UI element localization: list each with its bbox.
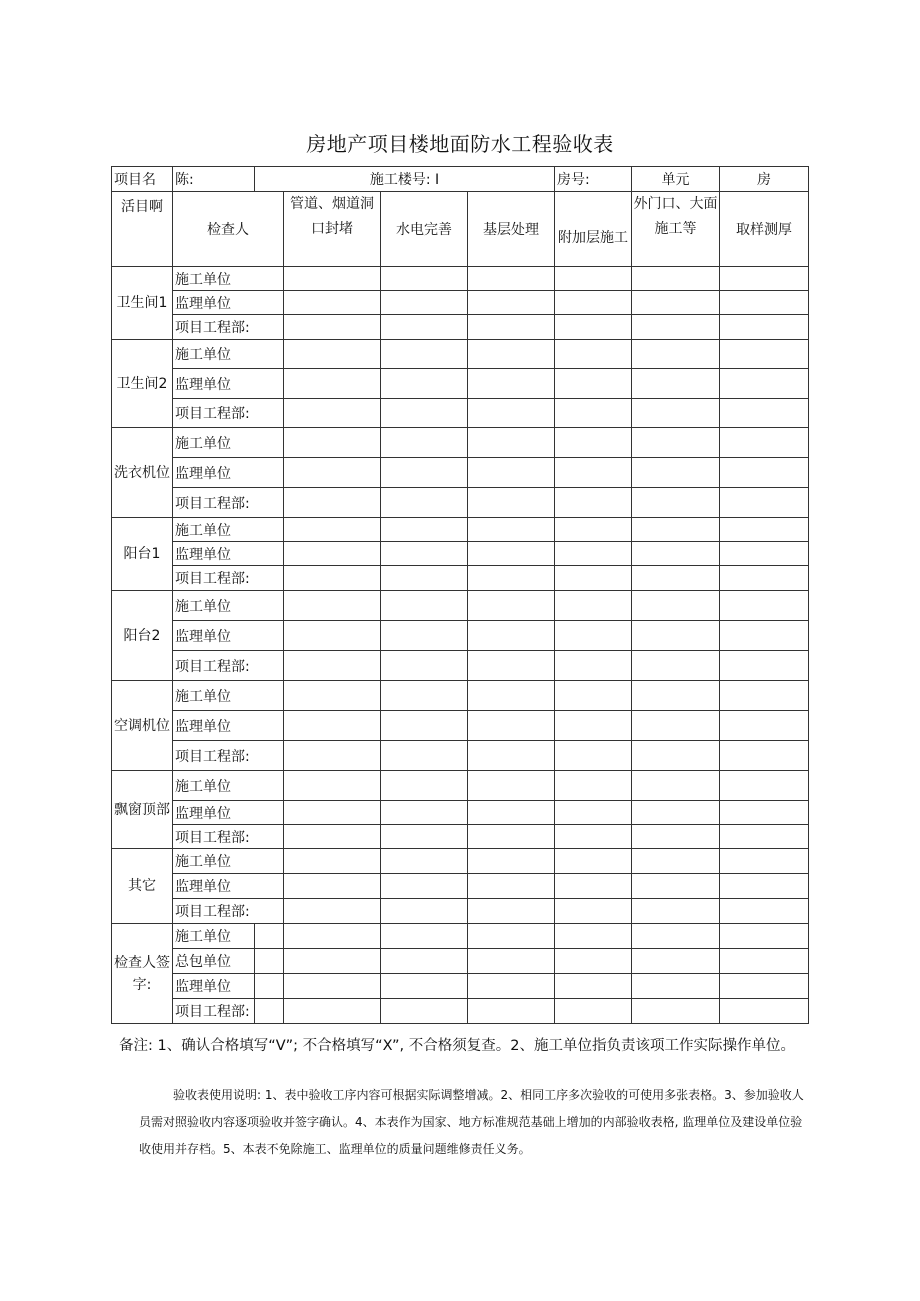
check-cell[interactable]	[468, 369, 555, 399]
signature-blank-cell[interactable]	[468, 924, 555, 949]
column-thickness: 取样测厚	[720, 192, 809, 267]
signature-blank-cell[interactable]	[555, 999, 632, 1024]
area-label: 卫生间2	[112, 340, 173, 428]
check-cell[interactable]	[632, 566, 720, 591]
check-cell[interactable]	[632, 621, 720, 651]
check-cell[interactable]	[284, 340, 381, 369]
check-cell[interactable]	[381, 518, 468, 542]
area-label: 其它	[112, 849, 173, 924]
check-cell[interactable]	[381, 315, 468, 340]
check-cell[interactable]	[632, 267, 720, 291]
check-cell[interactable]	[555, 741, 632, 771]
role-label: 施工单位	[173, 849, 284, 874]
check-cell[interactable]	[632, 825, 720, 849]
role-label: 项目工程部:	[173, 899, 284, 924]
check-cell[interactable]	[284, 566, 381, 591]
check-cell[interactable]	[555, 399, 632, 428]
check-cell[interactable]	[555, 591, 632, 621]
table-row	[112, 428, 809, 458]
table-row	[112, 458, 809, 488]
check-cell[interactable]	[468, 899, 555, 924]
room-suffix: 房	[720, 167, 809, 192]
notes: 备注: 1、确认合格填写“V”; 不合格填写“X”, 不合格须复查。2、施工单位指负责该项工作实际操作单位。	[119, 1038, 795, 1054]
signature-role: 总包单位	[173, 949, 255, 974]
check-cell[interactable]	[284, 399, 381, 428]
signature-blank-cell[interactable]	[555, 924, 632, 949]
check-cell[interactable]	[555, 899, 632, 924]
page-title: 房地产项目楼地面防水工程验收表	[306, 132, 614, 156]
signature-blank-cell[interactable]	[284, 999, 381, 1024]
table-row	[112, 488, 809, 518]
table-row	[112, 315, 809, 340]
signature-blank-cell[interactable]	[468, 974, 555, 999]
check-cell[interactable]	[284, 542, 381, 566]
check-cell[interactable]	[720, 458, 809, 488]
signature-blank-cell[interactable]	[284, 949, 381, 974]
check-cell[interactable]	[468, 591, 555, 621]
check-cell[interactable]	[555, 621, 632, 651]
check-cell[interactable]	[632, 340, 720, 369]
check-cell[interactable]	[632, 369, 720, 399]
role-label: 施工单位	[173, 267, 284, 291]
check-cell[interactable]	[720, 651, 809, 681]
check-cell[interactable]	[381, 681, 468, 711]
check-cell[interactable]	[468, 711, 555, 741]
role-label: 项目工程部:	[173, 488, 284, 518]
check-cell[interactable]	[468, 849, 555, 874]
signature-blank-cell[interactable]	[381, 924, 468, 949]
role-label: 项目工程部:	[173, 741, 284, 771]
signature-blank-cell[interactable]	[555, 974, 632, 999]
check-cell[interactable]	[555, 825, 632, 849]
check-cell[interactable]	[632, 542, 720, 566]
check-cell[interactable]	[468, 291, 555, 315]
column-door-area: 外门口、大面施工等	[632, 192, 720, 267]
role-label: 监理单位	[173, 711, 284, 741]
check-cell[interactable]	[381, 458, 468, 488]
check-cell[interactable]	[632, 488, 720, 518]
check-cell[interactable]	[284, 771, 381, 801]
table-row	[112, 340, 809, 369]
check-cell[interactable]	[468, 801, 555, 825]
check-cell[interactable]	[381, 651, 468, 681]
check-cell[interactable]	[468, 340, 555, 369]
signature-role: 项目工程部:	[173, 999, 255, 1024]
role-label: 施工单位	[173, 340, 284, 369]
check-cell[interactable]	[468, 566, 555, 591]
check-cell[interactable]	[555, 801, 632, 825]
check-cell[interactable]	[720, 874, 809, 899]
check-cell[interactable]	[720, 488, 809, 518]
check-cell[interactable]	[284, 681, 381, 711]
check-cell[interactable]	[555, 428, 632, 458]
check-cell[interactable]	[284, 621, 381, 651]
check-cell[interactable]	[468, 874, 555, 899]
check-cell[interactable]	[632, 711, 720, 741]
room-label: 房号:	[555, 167, 632, 192]
table-row	[112, 801, 809, 825]
signature-blank-cell[interactable]	[632, 949, 720, 974]
role-label: 监理单位	[173, 369, 284, 399]
check-cell[interactable]	[381, 399, 468, 428]
check-cell[interactable]	[632, 849, 720, 874]
check-cell[interactable]	[468, 428, 555, 458]
check-cell[interactable]	[555, 849, 632, 874]
signature-cell[interactable]	[255, 924, 284, 949]
check-cell[interactable]	[720, 681, 809, 711]
check-cell[interactable]	[632, 874, 720, 899]
check-cell[interactable]	[284, 518, 381, 542]
role-label: 监理单位	[173, 542, 284, 566]
signature-blank-cell[interactable]	[720, 949, 809, 974]
signature-cell[interactable]	[255, 949, 284, 974]
check-cell[interactable]	[468, 458, 555, 488]
check-cell[interactable]	[468, 399, 555, 428]
check-cell[interactable]	[284, 801, 381, 825]
role-label: 监理单位	[173, 874, 284, 899]
check-cell[interactable]	[555, 711, 632, 741]
signature-blank-cell[interactable]	[284, 974, 381, 999]
check-cell[interactable]	[468, 542, 555, 566]
table-row	[112, 518, 809, 542]
table-row	[112, 771, 809, 801]
check-cell[interactable]	[468, 315, 555, 340]
check-cell[interactable]	[381, 340, 468, 369]
check-cell[interactable]	[720, 315, 809, 340]
check-cell[interactable]	[555, 566, 632, 591]
column-extra-layer: 附加层施工	[555, 192, 632, 267]
table-row	[112, 681, 809, 711]
unit-label: 单元	[632, 167, 720, 192]
table-row	[112, 621, 809, 651]
usage-instructions	[139, 1082, 807, 1163]
check-cell[interactable]	[468, 267, 555, 291]
acceptance-table	[111, 166, 809, 1024]
check-cell[interactable]	[720, 291, 809, 315]
check-cell[interactable]	[720, 340, 809, 369]
check-cell[interactable]	[284, 591, 381, 621]
check-cell[interactable]	[284, 899, 381, 924]
check-cell[interactable]	[468, 488, 555, 518]
check-cell[interactable]	[720, 711, 809, 741]
check-cell[interactable]	[632, 899, 720, 924]
check-cell[interactable]	[632, 458, 720, 488]
check-cell[interactable]	[381, 899, 468, 924]
table-row	[112, 651, 809, 681]
role-label: 项目工程部:	[173, 825, 284, 849]
check-cell[interactable]	[555, 267, 632, 291]
signature-blank-cell[interactable]	[632, 974, 720, 999]
role-label: 监理单位	[173, 291, 284, 315]
check-cell[interactable]	[381, 428, 468, 458]
check-cell[interactable]	[555, 651, 632, 681]
check-cell[interactable]	[632, 591, 720, 621]
check-cell[interactable]	[555, 458, 632, 488]
check-cell[interactable]	[720, 369, 809, 399]
signature-blank-cell[interactable]	[555, 949, 632, 974]
column-item: 活目啊	[112, 192, 173, 267]
check-cell[interactable]	[284, 741, 381, 771]
signature-blank-cell[interactable]	[720, 924, 809, 949]
table-row	[112, 566, 809, 591]
signature-role: 监理单位	[173, 974, 255, 999]
role-label: 施工单位	[173, 591, 284, 621]
check-cell[interactable]	[632, 291, 720, 315]
check-cell[interactable]	[720, 899, 809, 924]
check-cell[interactable]	[381, 369, 468, 399]
table-row	[112, 369, 809, 399]
check-cell[interactable]	[555, 369, 632, 399]
area-label: 阳台1	[112, 518, 173, 591]
check-cell[interactable]	[284, 711, 381, 741]
check-cell[interactable]	[284, 874, 381, 899]
check-cell[interactable]	[381, 874, 468, 899]
role-label: 施工单位	[173, 428, 284, 458]
check-cell[interactable]	[381, 542, 468, 566]
check-cell[interactable]	[381, 591, 468, 621]
table-row	[112, 899, 809, 924]
signature-blank-cell[interactable]	[381, 949, 468, 974]
check-cell[interactable]	[555, 874, 632, 899]
building-label: 施工楼号: I	[255, 167, 555, 192]
signature-label: 检查人签字:	[112, 924, 173, 1024]
check-cell[interactable]	[632, 801, 720, 825]
column-base: 基层处理	[468, 192, 555, 267]
check-cell[interactable]	[632, 399, 720, 428]
signature-blank-cell[interactable]	[468, 999, 555, 1024]
check-cell[interactable]	[632, 518, 720, 542]
check-cell[interactable]	[720, 267, 809, 291]
check-cell[interactable]	[284, 825, 381, 849]
check-cell[interactable]	[468, 771, 555, 801]
check-cell[interactable]	[381, 849, 468, 874]
area-label: 阳台2	[112, 591, 173, 681]
check-cell[interactable]	[720, 621, 809, 651]
signature-row	[112, 924, 809, 949]
check-cell[interactable]	[381, 741, 468, 771]
signature-blank-cell[interactable]	[468, 949, 555, 974]
column-pipe: 管道、烟道洞口封堵	[284, 192, 381, 267]
check-cell[interactable]	[720, 518, 809, 542]
check-cell[interactable]	[381, 801, 468, 825]
area-label: 空调机位	[112, 681, 173, 771]
role-label: 项目工程部:	[173, 399, 284, 428]
check-cell[interactable]	[632, 771, 720, 801]
check-cell[interactable]	[555, 771, 632, 801]
signature-row	[112, 974, 809, 999]
check-cell[interactable]	[284, 369, 381, 399]
check-cell[interactable]	[284, 315, 381, 340]
check-cell[interactable]	[720, 566, 809, 591]
check-cell[interactable]	[632, 428, 720, 458]
check-cell[interactable]	[468, 621, 555, 651]
signature-blank-cell[interactable]	[720, 999, 809, 1024]
role-label: 项目工程部:	[173, 566, 284, 591]
check-cell[interactable]	[381, 291, 468, 315]
check-cell[interactable]	[284, 428, 381, 458]
role-label: 项目工程部:	[173, 651, 284, 681]
role-label: 项目工程部:	[173, 315, 284, 340]
table-row	[112, 291, 809, 315]
check-cell[interactable]	[555, 315, 632, 340]
table-row	[112, 741, 809, 771]
check-cell[interactable]	[632, 315, 720, 340]
check-cell[interactable]	[555, 340, 632, 369]
check-cell[interactable]	[632, 741, 720, 771]
check-cell[interactable]	[632, 651, 720, 681]
table-row	[112, 542, 809, 566]
check-cell[interactable]	[720, 428, 809, 458]
table-row	[112, 874, 809, 899]
check-cell[interactable]	[555, 542, 632, 566]
check-cell[interactable]	[468, 651, 555, 681]
check-cell[interactable]	[381, 825, 468, 849]
signature-role: 施工单位	[173, 924, 255, 949]
check-cell[interactable]	[468, 681, 555, 711]
check-cell[interactable]	[555, 291, 632, 315]
check-cell[interactable]	[720, 771, 809, 801]
area-label: 飘窗顶部	[112, 771, 173, 849]
table-row	[112, 591, 809, 621]
table-row	[112, 399, 809, 428]
signature-blank-cell[interactable]	[632, 999, 720, 1024]
role-label: 施工单位	[173, 771, 284, 801]
signature-cell[interactable]	[255, 999, 284, 1024]
check-cell[interactable]	[284, 291, 381, 315]
signature-row	[112, 949, 809, 974]
check-cell[interactable]	[468, 741, 555, 771]
check-cell[interactable]	[720, 399, 809, 428]
column-header-row	[112, 192, 809, 267]
signature-blank-cell[interactable]	[720, 974, 809, 999]
signature-row	[112, 999, 809, 1024]
check-cell[interactable]	[720, 849, 809, 874]
check-cell[interactable]	[284, 651, 381, 681]
check-cell[interactable]	[284, 488, 381, 518]
role-label: 监理单位	[173, 621, 284, 651]
area-label: 卫生间1	[112, 267, 173, 340]
instructions-text: 验收表使用说明: 1、表中验收工序内容可根据实际调整增减。2、相同工序多次验收的可使用多张表格。3、参加验收人员需对照验收内容逐项验收并签字确认。4、本表作为国家、地方标准规范基础上增加的内部验收表格, 监理单位及建设单位验收使用并存档。5、本表不免除施工、监理单位的质量问题维修责任义务。	[139, 1088, 804, 1156]
check-cell[interactable]	[381, 267, 468, 291]
role-label: 施工单位	[173, 681, 284, 711]
check-cell[interactable]	[720, 591, 809, 621]
column-inspector: 检查人	[173, 192, 284, 267]
table-row	[112, 267, 809, 291]
check-cell[interactable]	[720, 801, 809, 825]
signature-blank-cell[interactable]	[381, 999, 468, 1024]
role-label: 施工单位	[173, 518, 284, 542]
check-cell[interactable]	[720, 542, 809, 566]
check-cell[interactable]	[284, 849, 381, 874]
signature-blank-cell[interactable]	[381, 974, 468, 999]
check-cell[interactable]	[468, 825, 555, 849]
table-row	[112, 825, 809, 849]
role-label: 监理单位	[173, 458, 284, 488]
check-cell[interactable]	[381, 771, 468, 801]
check-cell[interactable]	[632, 681, 720, 711]
check-cell[interactable]	[284, 267, 381, 291]
check-cell[interactable]	[381, 566, 468, 591]
area-label: 洗衣机位	[112, 428, 173, 518]
role-label: 监理单位	[173, 801, 284, 825]
check-cell[interactable]	[381, 621, 468, 651]
check-cell[interactable]	[555, 681, 632, 711]
check-cell[interactable]	[284, 458, 381, 488]
project-value: 陈:	[173, 167, 255, 192]
header-row	[112, 167, 809, 192]
check-cell[interactable]	[468, 518, 555, 542]
check-cell[interactable]	[555, 518, 632, 542]
column-plumbing: 水电完善	[381, 192, 468, 267]
project-label: 项目名	[112, 167, 173, 192]
signature-cell[interactable]	[255, 974, 284, 999]
check-cell[interactable]	[720, 825, 809, 849]
check-cell[interactable]	[381, 711, 468, 741]
table-row	[112, 711, 809, 741]
signature-blank-cell[interactable]	[632, 924, 720, 949]
signature-blank-cell[interactable]	[284, 924, 381, 949]
check-cell[interactable]	[720, 741, 809, 771]
check-cell[interactable]	[555, 488, 632, 518]
table-row	[112, 849, 809, 874]
check-cell[interactable]	[381, 488, 468, 518]
